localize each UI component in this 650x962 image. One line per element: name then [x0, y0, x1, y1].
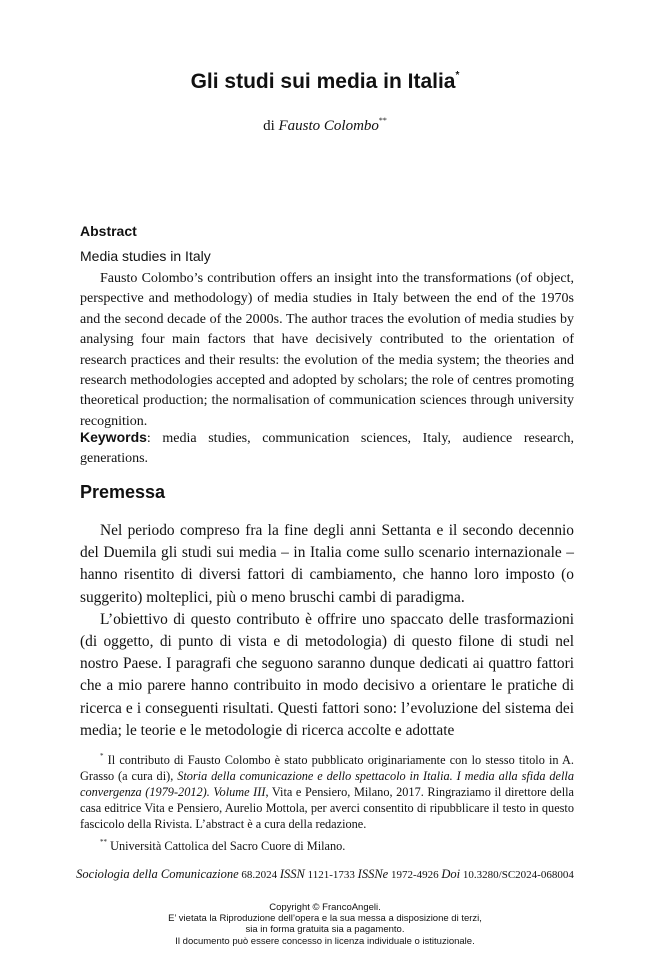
title-footnote-mark[interactable]: *: [455, 70, 460, 81]
footnote-mark: *: [100, 752, 104, 760]
keywords: [80, 427, 574, 470]
keywords-text: : media studies, communication sciences, Italy, audience research, generations.: [80, 431, 574, 467]
footnote-text: , Vita e Pensiero, Milano, 2017. Ringraziamo il direttore della casa editrice Vita e Pensiero, Aurelio Mottola, per averci consentito di ripubblicare il testo in questo fascicolo della Rivista. L’abstract è a cura della redazione.: [80, 784, 574, 831]
copyright-line: sia in forma gratuita sia a pagamento.: [245, 924, 405, 936]
copyright-line: Copyright © FrancoAngeli.: [269, 902, 381, 913]
copyright-line: E’ vietata la Riproduzione dell’opera e la sua messa a disposizione di terzi,: [168, 913, 482, 925]
footnote-mark: **: [100, 837, 107, 846]
section-heading: Premessa: [80, 482, 166, 502]
footnote-text: Università Cattolica del Sacro Cuore di Milano.: [107, 838, 346, 853]
cited-work-title: Storia della comunicazione e dello spettacolo in Italia. I media alla sfida della convergenza (1979-2012). Volume III: [80, 768, 574, 799]
title-text: Gli studi sui media in Italia: [190, 70, 456, 93]
copyright-line: Il documento può essere concesso in licenza individuale o istituzionale.: [175, 935, 475, 947]
journal-citation: [0, 867, 650, 882]
footnote-text: Il contributo di Fausto Colombo è stato pubblicato originariamente con lo stesso titolo in A. Grasso (a cura di),: [80, 753, 574, 783]
author-footnote-mark[interactable]: **: [378, 116, 387, 125]
abstract-text: Fausto Colombo’s contribution offers an insight into the transformations (of object, perspective and methodology) of media studies in Italy between the end of the 1970s and the second decade of the 2000s. The author traces the evolution of media studies by analysing four main factors that have decisively contributed to the orientation of research practices and their results: the evolution of the media system; the theories and research methodologies accepted and adopted by scholars; the role of centres promoting theoretical production; the normalisation of communication sciences through university recognition.: [80, 271, 574, 429]
copyright-notice: [0, 902, 650, 947]
issne-label: ISSNe: [357, 867, 389, 881]
issn-label: ISSN: [279, 867, 305, 881]
byline: [0, 116, 650, 135]
body-paragraph: Nel periodo compreso fra la fine degli anni Settanta e il secondo decennio del Duemila gli studi sui media – in Italia come sullo scenario internazionale – hanno risentito di diversi fattori di cambiamento, che hanno loro imposto (o suggerito) molteplici, più o meno bruschi cambi di paradigma.: [80, 522, 574, 606]
body-text: [80, 520, 574, 742]
body-paragraph: L’obiettivo di questo contributo è offrire uno spaccato delle trasformazioni (di oggetto, di punto di vista e di metodologia) di questo filone di studi nel nostro Paese. I paragrafi che seguono saranno dunque dedicati ai quattro fattori che a mio parere hanno contribuito in modo decisivo a orientare le pratiche di ricerca e i conseguenti risultati. Questi fattori sono: l’evoluzione del sistema dei media; le teorie e le metodologie di ricerca accolte e adottate: [80, 610, 574, 739]
doi-value[interactable]: 10.3280/SC2024-068004: [460, 869, 574, 881]
footnotes: [80, 749, 574, 854]
article-title: [0, 70, 650, 94]
issne-value: 1972-4926: [388, 869, 442, 881]
doi-label: Doi: [441, 867, 461, 881]
author-name: Fausto Colombo: [278, 118, 379, 134]
journal-name: Sociologia della Comunicazione: [76, 867, 239, 881]
keywords-label: Keywords: [80, 429, 147, 445]
footnote-2: [80, 835, 574, 855]
footnote-1: [80, 749, 574, 833]
issn-value: 1121-1733: [304, 869, 358, 881]
abstract-subtitle: Media studies in Italy: [80, 248, 211, 264]
byline-prefix: di: [263, 118, 275, 134]
abstract-heading: Abstract: [80, 223, 137, 239]
journal-issue: 68.2024: [238, 869, 280, 881]
